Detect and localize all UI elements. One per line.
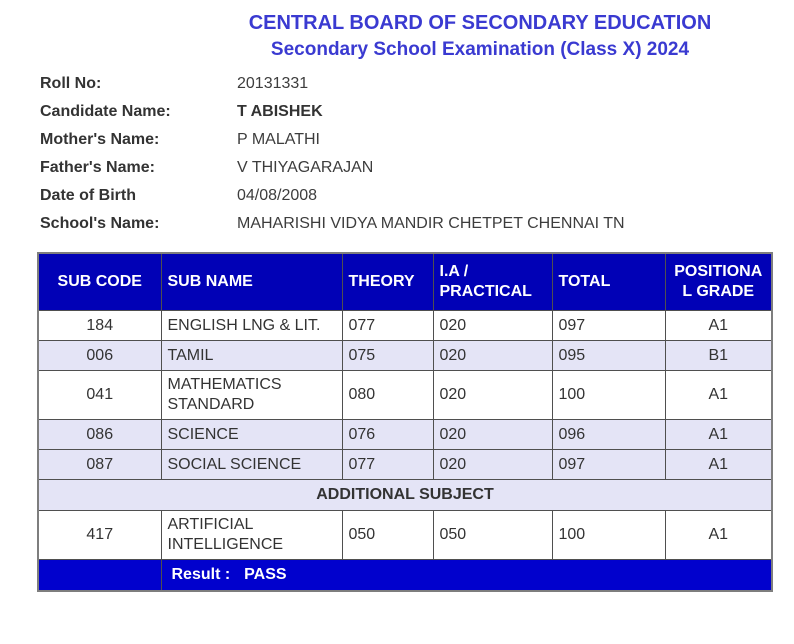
info-row [40,75,794,103]
practical-marks-cell: 050 [433,511,552,560]
header-ia-practical: I.A / PRACTICAL [433,253,552,311]
practical-marks-cell: 020 [433,341,552,371]
table-row [38,511,772,560]
header-total: TOTAL [552,253,665,311]
theory-marks-cell: 076 [342,420,433,450]
total-marks-cell: 096 [552,420,665,450]
theory-marks-cell: 077 [342,450,433,480]
grade-cell: A1 [665,311,772,341]
practical-marks-cell: 020 [433,450,552,480]
practical-marks-cell: 020 [433,311,552,341]
candidate-info-section [40,75,794,243]
result-label: Result : [171,566,231,583]
header-theory: THEORY [342,253,433,311]
info-value: 20131331 [237,75,309,92]
table-row [38,371,772,420]
subject-code-cell: 417 [38,511,161,560]
page-title: CENTRAL BOARD OF SECONDARY EDUCATION [248,12,712,34]
info-row [40,131,794,159]
info-label: Mother's Name: [40,131,160,148]
table-row [38,311,772,341]
info-row [40,103,794,131]
header-positional-grade: POSITIONAL GRADE [665,253,772,311]
theory-marks-cell: 075 [342,341,433,371]
page-subtitle: Secondary School Examination (Class X) 2024 [270,39,690,60]
result-value: PASS [244,566,287,583]
subject-name-cell: SOCIAL SCIENCE [161,450,342,480]
info-label: School's Name: [40,215,160,232]
info-label: Date of Birth [40,187,136,204]
subject-name-cell: SCIENCE [161,420,342,450]
practical-marks-cell: 020 [433,371,552,420]
grade-cell: A1 [665,511,772,560]
table-row [38,420,772,450]
subject-code-cell: 086 [38,420,161,450]
info-value: V THIYAGARAJAN [237,159,374,176]
total-marks-cell: 100 [552,371,665,420]
additional-subject-section-row [38,480,772,511]
info-label: Father's Name: [40,159,155,176]
result-footer-row [38,560,772,592]
header-sub-code: SUB CODE [38,253,161,311]
info-value: P MALATHI [237,131,320,148]
additional-subject-label: ADDITIONAL SUBJECT [38,480,772,511]
subject-code-cell: 184 [38,311,161,341]
subject-name-cell: MATHEMATICS STANDARD [161,371,342,420]
info-row [40,215,794,243]
result-footer-empty-cell [38,560,161,592]
total-marks-cell: 097 [552,311,665,341]
result-cell [161,560,772,592]
table-row [38,450,772,480]
table-row [38,341,772,371]
total-marks-cell: 095 [552,341,665,371]
grade-cell: A1 [665,450,772,480]
grade-cell: A1 [665,420,772,450]
total-marks-cell: 100 [552,511,665,560]
subject-code-cell: 041 [38,371,161,420]
grade-cell: B1 [665,341,772,371]
theory-marks-cell: 077 [342,311,433,341]
theory-marks-cell: 050 [342,511,433,560]
subject-code-cell: 087 [38,450,161,480]
results-table [37,252,773,592]
info-value: MAHARISHI VIDYA MANDIR CHETPET CHENNAI TN [237,215,625,232]
subject-code-cell: 006 [38,341,161,371]
grade-cell: A1 [665,371,772,420]
info-value: T ABISHEK [237,103,323,120]
subject-name-cell: ENGLISH LNG & LIT. [161,311,342,341]
subject-name-cell: ARTIFICIAL INTELLIGENCE [161,511,342,560]
info-label: Roll No: [40,75,102,92]
theory-marks-cell: 080 [342,371,433,420]
info-value: 04/08/2008 [237,187,318,204]
total-marks-cell: 097 [552,450,665,480]
info-row [40,187,794,215]
practical-marks-cell: 020 [433,420,552,450]
info-label: Candidate Name: [40,103,171,120]
table-header-row [38,253,772,311]
info-row [40,159,794,187]
page-header [0,0,794,63]
subject-name-cell: TAMIL [161,341,342,371]
header-sub-name: SUB NAME [161,253,342,311]
